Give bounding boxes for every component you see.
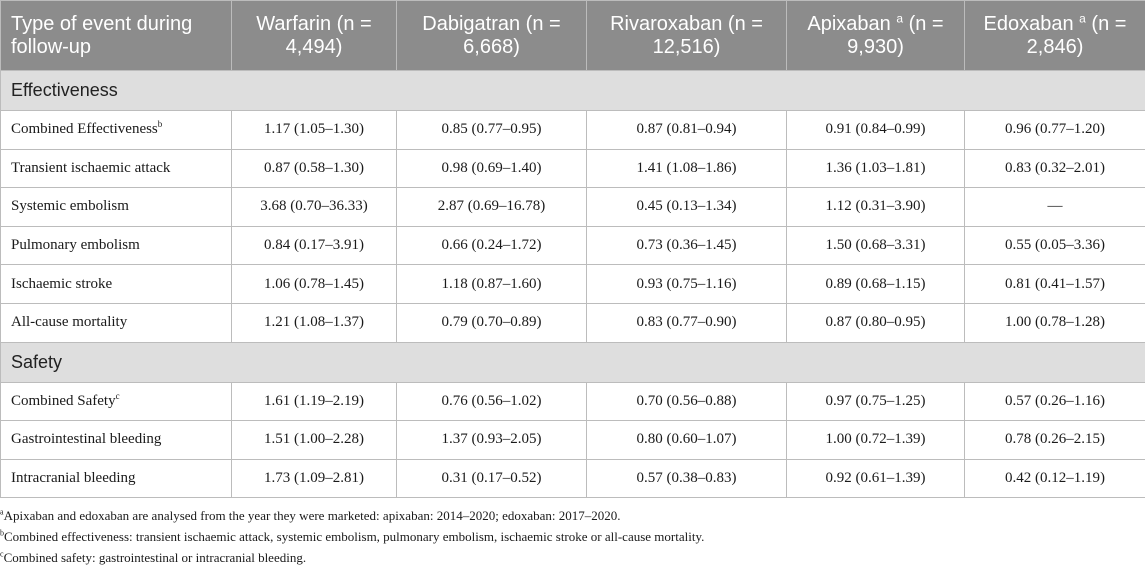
- value-cell: 0.79 (0.70–0.89): [397, 303, 587, 342]
- section-title: Effectiveness: [1, 71, 1145, 111]
- table-row: [1, 265, 1145, 304]
- footnote-mark: c: [0, 550, 4, 559]
- header-row: [1, 1, 1145, 71]
- table-header: [1, 1, 1145, 71]
- value-cell: 0.89 (0.68–1.15): [787, 265, 965, 304]
- value-cell: 0.87 (0.80–0.95): [787, 303, 965, 342]
- row-label-cell: [1, 382, 232, 421]
- value-cell: 0.45 (0.13–1.34): [587, 188, 787, 227]
- value-cell: 0.93 (0.75–1.16): [587, 265, 787, 304]
- header-apixaban: [787, 1, 965, 71]
- value-cell: 1.73 (1.09–2.81): [232, 459, 397, 498]
- value-cell: 0.66 (0.24–1.72): [397, 226, 587, 265]
- value-cell: 0.87 (0.58–1.30): [232, 149, 397, 188]
- header-dabigatran: Dabigatran (n = 6,668): [397, 1, 587, 71]
- row-label: Ischaemic stroke: [11, 276, 112, 292]
- row-label: Systemic embolism: [11, 198, 129, 214]
- value-cell: 0.92 (0.61–1.39): [787, 459, 965, 498]
- value-cell: 0.91 (0.84–0.99): [787, 111, 965, 150]
- value-cell: 0.55 (0.05–3.36): [965, 226, 1145, 265]
- table-row: [1, 111, 1145, 150]
- header-edoxaban-name: Edoxaban: [984, 13, 1074, 35]
- value-cell: 0.98 (0.69–1.40): [397, 149, 587, 188]
- value-cell: 0.97 (0.75–1.25): [787, 382, 965, 421]
- value-cell: 1.06 (0.78–1.45): [232, 265, 397, 304]
- value-cell: 0.70 (0.56–0.88): [587, 382, 787, 421]
- section-row: [1, 71, 1145, 111]
- header-warfarin: Warfarin (n = 4,494): [232, 1, 397, 71]
- table-body: [1, 71, 1145, 498]
- section-title: Safety: [1, 342, 1145, 382]
- table-row: [1, 149, 1145, 188]
- row-label-cell: [1, 188, 232, 227]
- table-row: [1, 382, 1145, 421]
- row-label: Combined Safety: [11, 393, 116, 409]
- value-cell: 1.18 (0.87–1.60): [397, 265, 587, 304]
- footnote: [0, 505, 1145, 526]
- row-label-cell: [1, 111, 232, 150]
- footnote-mark: b: [0, 529, 4, 538]
- footnote-mark: a: [0, 508, 4, 517]
- header-event-type: Type of event during follow-up: [1, 1, 232, 71]
- value-cell: 0.76 (0.56–1.02): [397, 382, 587, 421]
- header-edoxaban: [965, 1, 1145, 71]
- value-cell: 1.00 (0.78–1.28): [965, 303, 1145, 342]
- footnote-text: Combined safety: gastrointestinal or intracranial bleeding.: [4, 550, 307, 565]
- value-cell: 0.31 (0.17–0.52): [397, 459, 587, 498]
- row-label-cell: [1, 459, 232, 498]
- row-label-cell: [1, 421, 232, 460]
- header-edoxaban-count: (n = 2,846): [1027, 13, 1127, 58]
- row-label: All-cause mortality: [11, 314, 127, 330]
- footnote-marker: a: [896, 11, 903, 25]
- footnote-text: Combined effectiveness: transient ischaemic attack, systemic embolism, pulmonary embolism, ischaemic stroke or all-cause mortality.: [4, 529, 704, 544]
- table-row: [1, 303, 1145, 342]
- row-label: Combined Effectiveness: [11, 121, 158, 137]
- value-cell: 1.00 (0.72–1.39): [787, 421, 965, 460]
- footnote-marker: c: [116, 391, 120, 401]
- value-cell: 3.68 (0.70–36.33): [232, 188, 397, 227]
- value-cell: 1.12 (0.31–3.90): [787, 188, 965, 227]
- value-cell: 1.17 (1.05–1.30): [232, 111, 397, 150]
- value-cell: 1.51 (1.00–2.28): [232, 421, 397, 460]
- value-cell: 1.41 (1.08–1.86): [587, 149, 787, 188]
- table-row: [1, 459, 1145, 498]
- value-cell: 0.80 (0.60–1.07): [587, 421, 787, 460]
- value-cell: 0.87 (0.81–0.94): [587, 111, 787, 150]
- value-cell: 0.42 (0.12–1.19): [965, 459, 1145, 498]
- footnote-marker: b: [158, 119, 163, 129]
- value-cell: 0.83 (0.77–0.90): [587, 303, 787, 342]
- header-rivaroxaban: Rivaroxaban (n = 12,516): [587, 1, 787, 71]
- row-label: Intracranial bleeding: [11, 470, 136, 486]
- value-cell: 1.37 (0.93–2.05): [397, 421, 587, 460]
- row-label-cell: [1, 265, 232, 304]
- row-label-cell: [1, 149, 232, 188]
- footnote-text: Apixaban and edoxaban are analysed from the year they were marketed: apixaban: 2014–2020; edoxaban: 2017–2020.: [4, 508, 621, 523]
- value-cell: —: [965, 188, 1145, 227]
- value-cell: 0.57 (0.26–1.16): [965, 382, 1145, 421]
- value-cell: 1.21 (1.08–1.37): [232, 303, 397, 342]
- value-cell: 0.85 (0.77–0.95): [397, 111, 587, 150]
- footnote: [0, 526, 1145, 547]
- header-apixaban-count: (n = 9,930): [847, 13, 943, 58]
- row-label-cell: [1, 226, 232, 265]
- footnotes: [0, 505, 1145, 568]
- value-cell: 0.57 (0.38–0.83): [587, 459, 787, 498]
- footnote: [0, 547, 1145, 568]
- row-label: Gastrointestinal bleeding: [11, 431, 161, 447]
- table-row: [1, 421, 1145, 460]
- value-cell: 0.81 (0.41–1.57): [965, 265, 1145, 304]
- header-apixaban-name: Apixaban: [807, 13, 890, 35]
- table-row: [1, 226, 1145, 265]
- value-cell: 1.50 (0.68–3.31): [787, 226, 965, 265]
- row-label: Transient ischaemic attack: [11, 160, 170, 176]
- section-row: [1, 342, 1145, 382]
- footnote-marker: a: [1079, 11, 1086, 25]
- value-cell: 0.83 (0.32–2.01): [965, 149, 1145, 188]
- row-label-cell: [1, 303, 232, 342]
- row-label: Pulmonary embolism: [11, 237, 140, 253]
- value-cell: 1.36 (1.03–1.81): [787, 149, 965, 188]
- value-cell: 2.87 (0.69–16.78): [397, 188, 587, 227]
- value-cell: 0.96 (0.77–1.20): [965, 111, 1145, 150]
- value-cell: 1.61 (1.19–2.19): [232, 382, 397, 421]
- table-row: [1, 188, 1145, 227]
- value-cell: 0.84 (0.17–3.91): [232, 226, 397, 265]
- value-cell: 0.73 (0.36–1.45): [587, 226, 787, 265]
- value-cell: 0.78 (0.26–2.15): [965, 421, 1145, 460]
